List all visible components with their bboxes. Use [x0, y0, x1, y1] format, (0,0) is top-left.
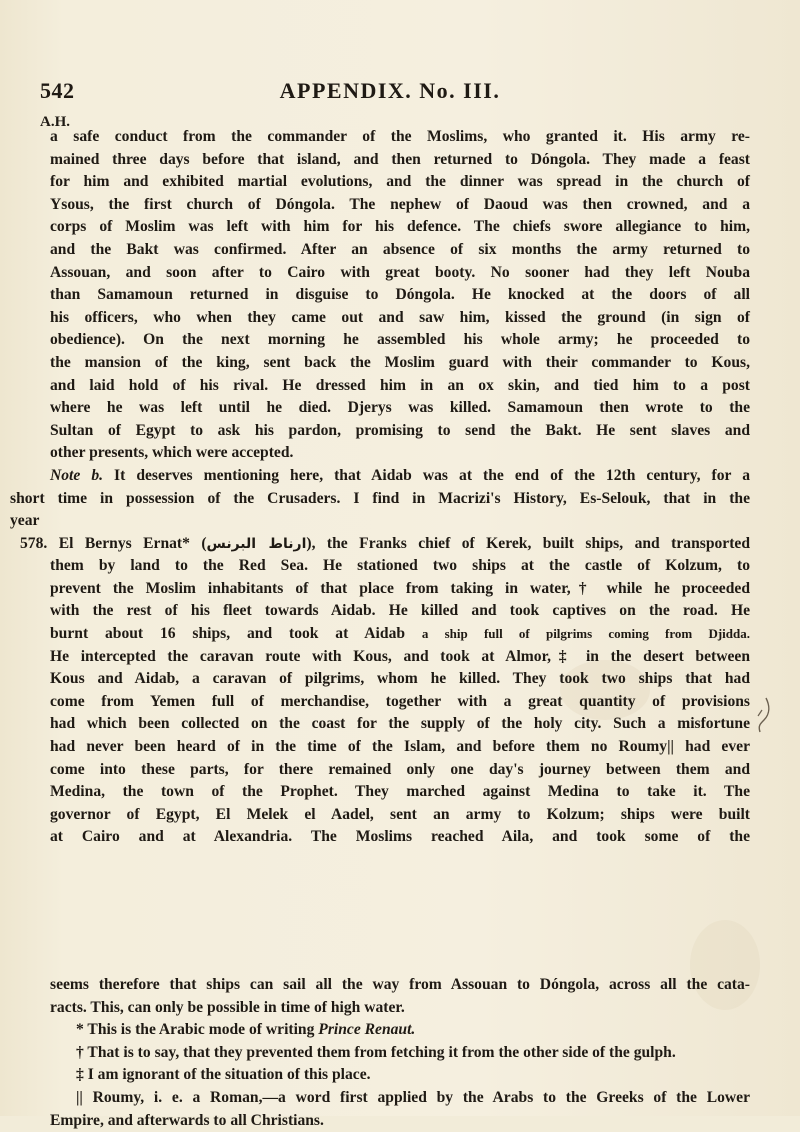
running-title: APPENDIX. No. III.	[279, 78, 501, 103]
footnote-dagger: † That is to say, that they prevented them from fetching it from the other side of the gulph.	[76, 1043, 676, 1061]
text-line: Ysous, the first church of Dóngola. The nephew of Daoud was then crowned, and a	[50, 195, 750, 213]
footnote-italic: Prince Renaut.	[318, 1021, 416, 1039]
text-line: with the rest of his fleet towards Aidab. He killed and took captives on the road. He	[50, 602, 750, 620]
text-line: them by land to the Red Sea. He stationed two ships at the castle of Kolzum, to	[50, 557, 750, 575]
note-b-line: short time in possession of the Crusaders. I find in Macrizi's History, Es-Selouk, that in the	[10, 489, 750, 507]
text-line: obedience). On the next morning he assembled his whole army; he proceeded to	[50, 331, 750, 349]
text-line	[10, 623, 750, 646]
text-line: than Samamoun returned in disguise to Dóngola. He knocked at the doors of all	[50, 286, 750, 304]
text-fragment: ), the Franks chief of Kerek, built ships, and transported	[306, 534, 750, 552]
footnote-parallel: Empire, and afterwards to all Christians.	[50, 1111, 324, 1129]
footnote-star	[50, 1019, 750, 1042]
text-line: had never been heard of in the time of the Islam, and before them no Roumy|| had ever	[50, 738, 750, 756]
text-line: Kous and Aidab, a caravan of pilgrims, whom he killed. They took two ships that had	[50, 670, 750, 688]
bleed-through-mark	[754, 696, 772, 736]
note-b-label: Note b.	[50, 466, 104, 484]
paragraph-1	[50, 126, 750, 465]
text-fragment-small: a ship full of pilgrims coming from Djidda.	[421, 626, 750, 642]
text-line: Medina, the town of the Prophet. They marched against Medina to take it. The	[50, 783, 750, 801]
main-text	[10, 126, 751, 849]
text-line: other presents, which were accepted.	[50, 444, 294, 462]
text-line: mained three days before that island, and then returned to Dóngola. They made a feast	[50, 150, 750, 168]
arabic-name: ارناط البرنس	[206, 535, 307, 552]
text-line: come from Yemen full of merchandise, together with a great quantity of provisions	[50, 692, 750, 710]
text-line	[10, 533, 750, 556]
text-line: Sultan of Egypt to ask his pardon, promising to send the Bakt. He sent slaves and	[50, 421, 750, 439]
footnote-double-dagger: ‡ I am ignorant of the situation of this place.	[76, 1066, 371, 1084]
text-line: his officers, who when they came out and saw him, kissed the ground (in sign of	[50, 308, 750, 326]
footnote-continuation: racts. This, can only be possible in time of high water.	[50, 998, 405, 1016]
page-header	[40, 78, 740, 110]
text-line: He intercepted the caravan route with Kous, and took at Almor,‡ in the desert between	[50, 647, 750, 665]
text-line: governor of Egypt, El Melek el Aadel, sent an army to Kolzum; ships were built	[50, 805, 750, 823]
text-line: come into these parts, for there remained only one day's journey between them and	[50, 760, 750, 778]
text-line: for him and exhibited martial evolutions, and the dinner was spread in the church of	[50, 173, 750, 191]
text-line: at Cairo and at Alexandria. The Moslims reached Aila, and took some of the	[50, 828, 750, 846]
footnote-continuation: seems therefore that ships can sail all the way from Assouan to Dóngola, across all the cata-	[50, 976, 750, 993]
year-and-name: 578. El Bernys Ernat* (	[20, 534, 207, 552]
footnote-parallel: || Roumy, i. e. a Roman,—a word first applied by the Arabs to the Greeks of the Lower	[76, 1088, 750, 1106]
note-b-line: year	[10, 512, 40, 530]
text-line: and laid hold of his rival. He dressed him in an ox skin, and tied him to a post	[50, 376, 750, 394]
text-fragment: burnt about 16 ships, and took at Aidab	[50, 625, 422, 643]
text-line: had which been collected on the coast for the supply of the holy city. Such a misfortune	[50, 715, 750, 733]
note-b-text: It deserves mentioning here, that Aidab was at the end of the 12th century, for a	[103, 466, 751, 484]
text-line: prevent the Moslim inhabitants of that place from taking in water,† while he proceeded	[50, 579, 750, 597]
text-line: and the Bakt was confirmed. After an absence of six months the army returned to	[50, 240, 750, 258]
footnote-text: * This is the Arabic mode of writing	[76, 1021, 319, 1039]
text-line: corps of Moslim was left with him for his defence. The chiefs swore allegiance to him,	[50, 218, 750, 236]
text-line: the mansion of the king, sent back the Moslim guard with their commander to Kous,	[50, 353, 750, 371]
note-b	[10, 465, 750, 533]
text-line: where he was left until he died. Djerys was killed. Samamoun then wrote to the	[50, 399, 750, 417]
text-line: Assouan, and soon after to Cairo with great booty. No sooner had they left Nouba	[50, 263, 750, 281]
page-number: 542	[40, 78, 75, 103]
paragraph-2	[10, 533, 750, 849]
footnotes	[50, 974, 750, 1132]
text-line: a safe conduct from the commander of the Moslims, who granted it. His army re-	[50, 128, 750, 145]
margin-note: A.H.	[40, 114, 70, 130]
note-b-line	[10, 465, 750, 488]
